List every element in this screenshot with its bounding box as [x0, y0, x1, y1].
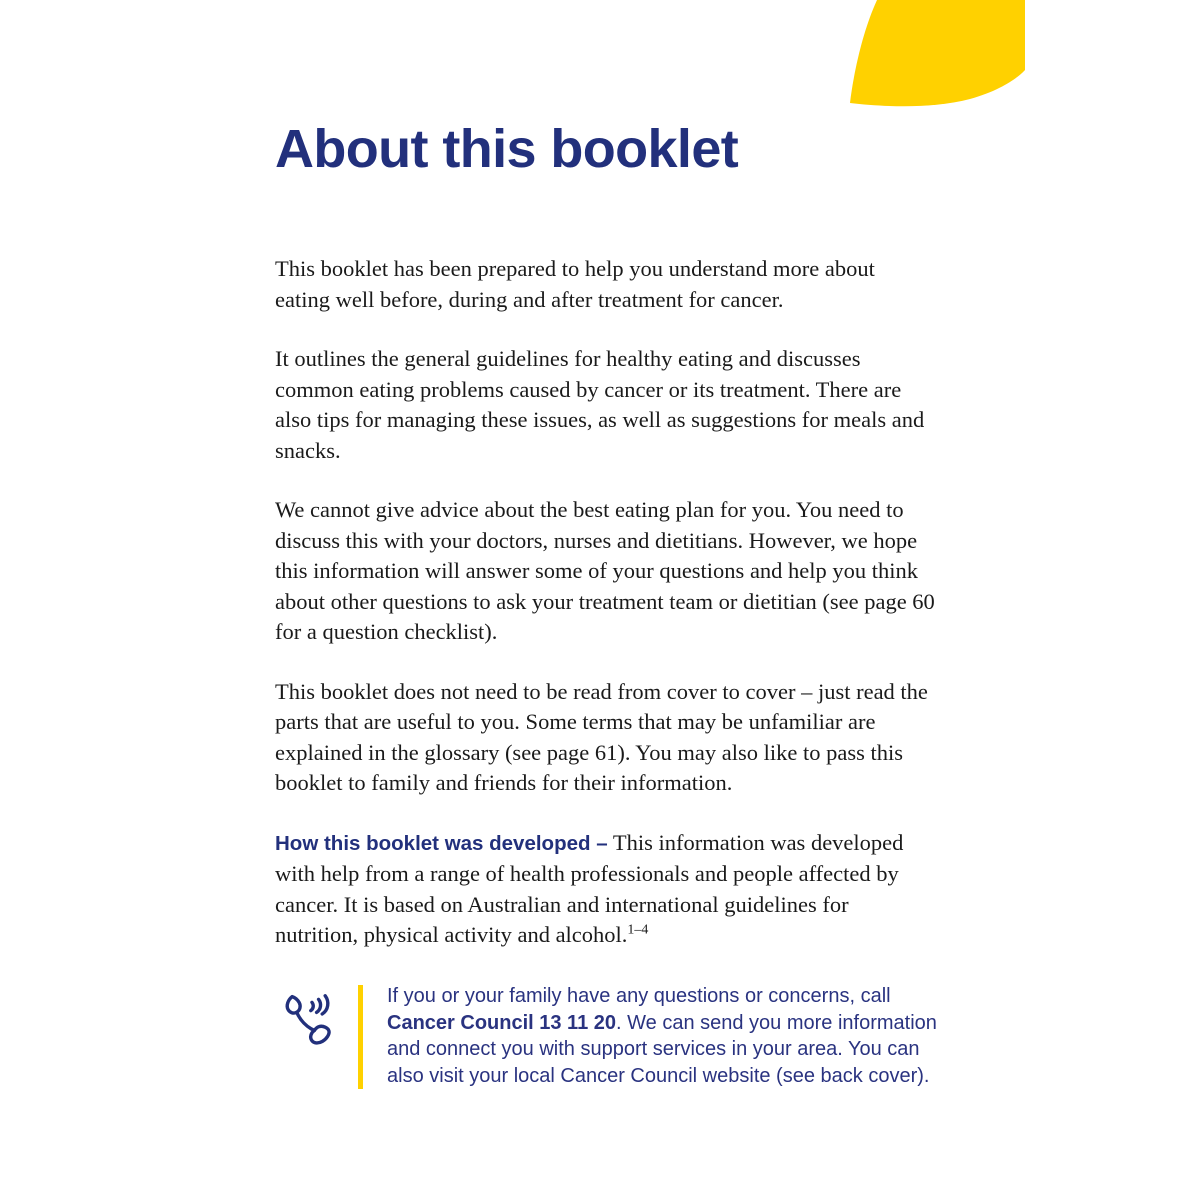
paragraph-intro: This booklet has been prepared to help you understand more about eating well before, during and after treatment for cancer. — [275, 256, 875, 312]
development-lead-in: How this booklet was developed – — [275, 831, 608, 855]
paragraph-advice: We cannot give advice about the best eating plan for you. You need to discuss this with your doctors, nurses and dietitians. However, we hope this information will answer some of your questions and help you think about other questions to ask your treatment team or dietitian (see page 60 for a question checklist). — [275, 497, 935, 644]
body-copy — [275, 254, 935, 951]
page-content — [275, 0, 935, 951]
development-text: This information was developed with help from a range of health professionals and people affected by cancer. It is based on Australian and international guidelines for nutrition, physical activity and alcohol. — [275, 829, 904, 947]
cancer-council-phone: Cancer Council 13 11 20 — [387, 1011, 617, 1034]
paragraph-how-to-read: This booklet does not need to be read from cover to cover – just read the parts that are useful to you. Some terms that may be unfamiliar are explained in the glossary (see page 61). You may also like to pass this booklet to family and friends for their information. — [275, 678, 928, 795]
paragraph-outline: It outlines the general guidelines for healthy eating and discusses common eating problems caused by cancer or its treatment. There are also tips for managing these issues, as well as suggestions for meals and snacks. — [275, 346, 925, 463]
callout-text-part-1: If you or your family have any questions or concerns, call — [387, 985, 891, 1007]
phone-ringing-icon — [277, 987, 339, 1049]
page-title: About this booklet — [275, 119, 739, 179]
phone-ringing-svg — [277, 987, 339, 1049]
reference-superscript: 1–4 — [627, 922, 649, 938]
callout-text-part-2: . We can send you more information and connect you with support services in your area. You can also visit your local Cancer Council website (see back cover). — [387, 1011, 937, 1087]
callout-accent-bar — [358, 985, 363, 1089]
contact-callout — [277, 975, 937, 1089]
paragraph-development — [275, 828, 935, 951]
callout-text — [387, 975, 937, 1089]
